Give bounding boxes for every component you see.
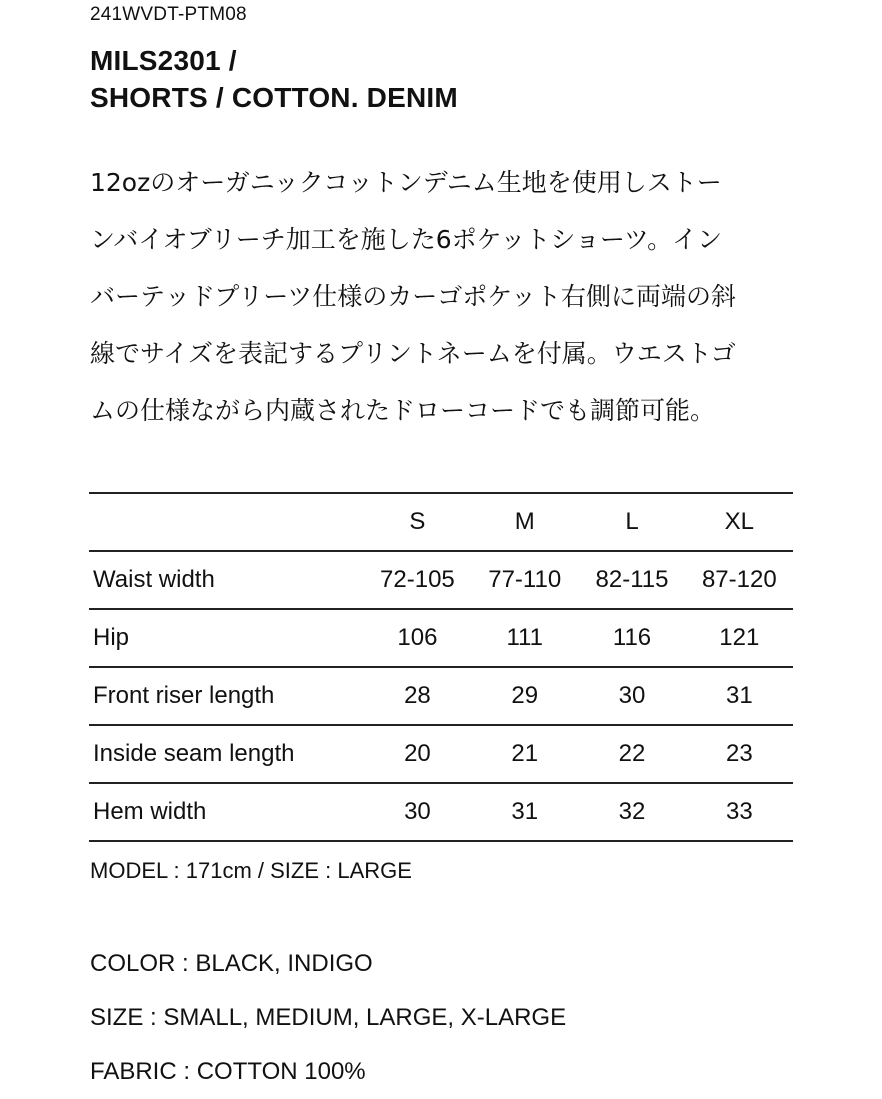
model-info: MODEL : 171cm / SIZE : LARGE xyxy=(90,858,412,883)
size-header-s: S xyxy=(364,493,471,551)
product-details xyxy=(90,937,566,1099)
table-cell: 33 xyxy=(686,783,793,841)
table-cell: 23 xyxy=(686,725,793,783)
size-header-l: L xyxy=(578,493,685,551)
table-cell: 116 xyxy=(578,609,685,667)
description-line: ンバイオブリーチ加工を施した6ポケットショーツ。イン xyxy=(90,225,723,254)
table-cell: 87-120 xyxy=(686,551,793,609)
table-cell: 32 xyxy=(578,783,685,841)
description-line: 12ozのオーガニックコットンデニム生地を使用しストー xyxy=(90,168,722,197)
table-row xyxy=(89,783,793,841)
table-cell: 106 xyxy=(364,609,471,667)
description-line: 線でサイズを表記するプリントネームを付属。ウエストゴ xyxy=(90,339,736,368)
table-row xyxy=(89,667,793,725)
table-cell: 82-115 xyxy=(578,551,685,609)
table-cell: 21 xyxy=(471,725,578,783)
description-line: ムの仕様ながら内蔵されたドローコードでも調節可能。 xyxy=(90,396,716,425)
description-line: バーテッドプリーツ仕様のカーゴポケット右側に両端の斜 xyxy=(90,282,737,311)
table-cell: 28 xyxy=(364,667,471,725)
table-cell: 29 xyxy=(471,667,578,725)
table-cell: 31 xyxy=(686,667,793,725)
size-header-m: M xyxy=(471,493,578,551)
table-cell: 121 xyxy=(686,609,793,667)
product-title-line-1: MILS2301 / xyxy=(90,45,237,76)
color-info: COLOR : BLACK, INDIGO xyxy=(90,950,373,977)
table-row xyxy=(89,725,793,783)
table-cell: 111 xyxy=(471,609,578,667)
size-chart-table xyxy=(89,492,793,842)
row-label-inside-seam-length: Inside seam length xyxy=(89,725,364,783)
size-header-row xyxy=(89,493,793,551)
fabric-info: FABRIC : COTTON 100% xyxy=(90,1058,366,1085)
row-label-front-riser-length: Front riser length xyxy=(89,667,364,725)
size-info: SIZE : SMALL, MEDIUM, LARGE, X-LARGE xyxy=(90,1004,567,1031)
row-label-waist-width: Waist width xyxy=(89,551,364,609)
product-code: 241WVDT-PTM08 xyxy=(90,4,247,25)
size-header-blank xyxy=(89,493,364,551)
table-cell: 72-105 xyxy=(364,551,471,609)
table-cell: 22 xyxy=(578,725,685,783)
product-title xyxy=(90,42,458,116)
product-description xyxy=(90,154,790,439)
table-row xyxy=(89,551,793,609)
row-label-hem-width: Hem width xyxy=(89,783,364,841)
table-cell: 31 xyxy=(471,783,578,841)
product-title-line-2: SHORTS / COTTON. DENIM xyxy=(90,82,458,113)
table-cell: 30 xyxy=(578,667,685,725)
row-label-hip: Hip xyxy=(89,609,364,667)
table-row xyxy=(89,609,793,667)
size-header-xl: XL xyxy=(686,493,793,551)
table-cell: 77-110 xyxy=(471,551,578,609)
table-cell: 20 xyxy=(364,725,471,783)
table-cell: 30 xyxy=(364,783,471,841)
